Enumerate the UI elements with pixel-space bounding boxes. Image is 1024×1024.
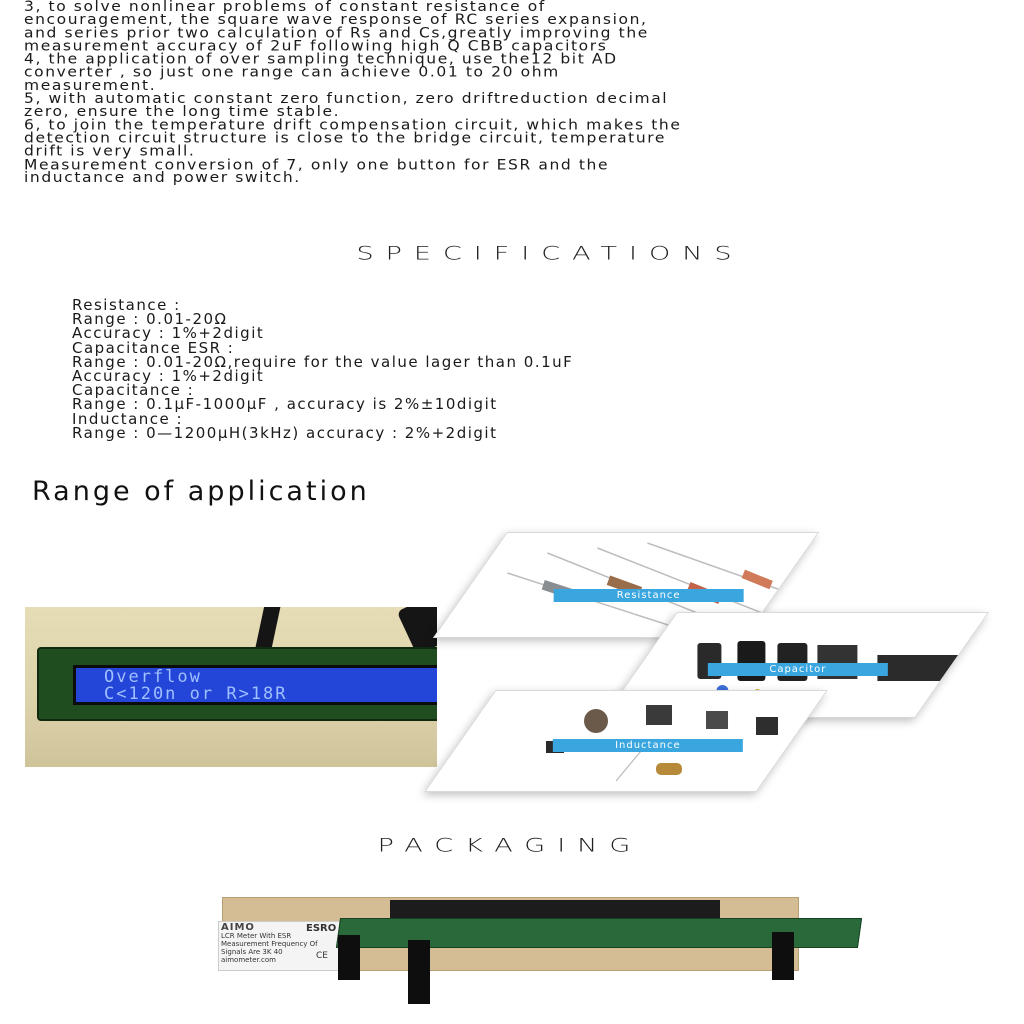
spec-line: Resistance : xyxy=(72,296,181,314)
intro-line: detection circuit structure is close to the bridge circuit, temperature xyxy=(24,129,667,147)
packaging-title: PACKAGING xyxy=(377,834,643,857)
standoff-leg xyxy=(772,932,794,980)
lcd-line-2: C<120n or R>18R xyxy=(104,684,288,704)
intro-text xyxy=(24,0,1004,184)
spec-line: Inductance : xyxy=(72,409,184,428)
standoff-leg xyxy=(408,940,430,1004)
box-description: LCR Meter With ESR Measurement Frequency Of Signals Are 3K 40 xyxy=(221,932,318,956)
inductance-tile xyxy=(424,690,827,792)
specifications-title: SPECIFICATIONS xyxy=(356,242,744,265)
intro-line: 5, with automatic constant zero function, zero driftreduction decimal xyxy=(24,90,669,107)
box-model: ESRO xyxy=(306,923,337,934)
lcd-line-1: Overflow xyxy=(104,667,202,687)
intro-line: drift is very small. xyxy=(24,142,196,160)
intro-line: zero, ensure the long time stable. xyxy=(24,103,341,120)
spec-line: Range : 0.01-20Ω xyxy=(72,310,228,329)
box-brand: AIMO xyxy=(221,922,255,933)
intro-line: converter , so just one range can achieve 0.01 to 20 ohm xyxy=(24,63,560,81)
intro-line: inductance and power switch. xyxy=(24,169,301,186)
lcd-module-photo xyxy=(25,607,437,767)
standoff-leg xyxy=(338,935,360,980)
ce-mark: CE xyxy=(316,951,328,961)
intro-line: 6, to join the temperature drift compensation circuit, which makes the xyxy=(24,116,682,134)
box-website: aimometer.com xyxy=(221,956,276,964)
intro-line: encouragement, the square wave response of RC series expansion, xyxy=(24,11,648,28)
spec-line: Accuracy : 1%+2digit xyxy=(72,367,265,386)
spec-line: Range : 0.1μF-1000μF , accuracy is 2%±10digit xyxy=(72,395,498,414)
range-of-application-heading: Range of application xyxy=(32,476,370,507)
spec-line: Range : 0—1200μH(3kHz) accuracy : 2%+2digit xyxy=(72,423,498,442)
intro-line: Measurement conversion of 7, only one button for ESR and the xyxy=(24,155,610,173)
inductance-label: Inductance xyxy=(553,739,743,752)
capacitor-label: Capacitor xyxy=(708,663,888,676)
spec-line: Capacitance : xyxy=(72,381,195,400)
intro-line: and series prior two calculation of Rs and Cs,greatly improving the xyxy=(24,24,649,42)
spec-line: Range : 0.01-20Ω,require for the value lager than 0.1uF xyxy=(72,352,574,371)
intro-line: measurement. xyxy=(24,77,157,94)
intro-line: 4, the application of over sampling technique, use the12 bit AD xyxy=(24,50,618,68)
resistance-label: Resistance xyxy=(554,589,744,602)
intro-line: 3, to solve nonlinear problems of constant resistance of xyxy=(24,0,546,15)
spec-line: Accuracy : 1%+2digit xyxy=(72,324,265,343)
spec-line: Capacitance ESR : xyxy=(72,338,235,357)
specifications-list xyxy=(72,298,573,440)
intro-line: measurement accuracy of 2uF following high Q CBB capacitors xyxy=(24,37,608,55)
lcd-screen xyxy=(73,665,437,705)
